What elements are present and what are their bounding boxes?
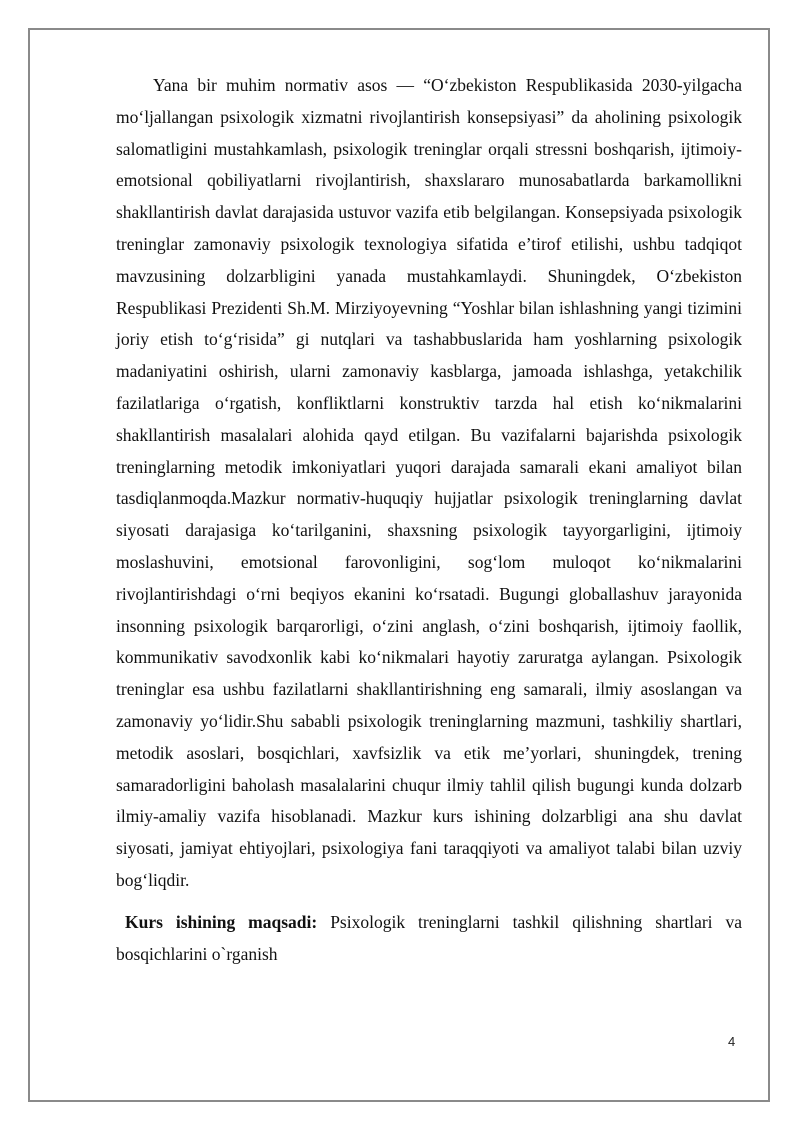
page-number: 4 — [728, 1034, 736, 1049]
course-goal-paragraph — [116, 907, 742, 971]
page-content — [116, 70, 742, 970]
course-goal-label: Kurs ishining maqsadi: — [125, 911, 318, 932]
body-paragraph: Yana bir muhim normativ asos — “O‘zbekiston Respublikasida 2030-yilgacha mo‘ljallangan psixologik xizmatni rivojlantirish konsepsiyasi” da aholining psixologik salomatligini mustahkamlash, psixologik treninglar orqali stressni boshqarish, ijtimoiy-emotsional qobiliyatlarni rivojlantirish, shaxslararo munosabatlarda barkamollikni shakllantirish davlat darajasida ustuvor vazifa etib belgilangan. Konsepsiyada psixologik treninglar zamonaviy psixologik texnologiya sifatida e’tirof etilishi, ushbu tadqiqot mavzusining dolzarbligini yanada mustahkamlaydi. Shuningdek, O‘zbekiston Respublikasi Prezidenti Sh.M. Mirziyoyevning “Yoshlar bilan ishlashning yangi tizimini joriy etish to‘g‘risida” gi nutqlari va tashabbuslarida ham yoshlarning psixologik madaniyatini oshirish, ularni zamonaviy kasblarga, jamoada ishlashga, yetakchilik fazilatlariga o‘rgatish, konfliktlarni konstruktiv tarzda hal etish ko‘nikmalarini shakllantirish masalalari alohida qayd etilgan. Bu vazifalarni bajarishda psixologik treninglarning metodik imkoniyatlari yuqori darajada samarali ekani amaliyot bilan tasdiqlanmoqda.Mazkur normativ-huquqiy hujjatlar psixologik treninglarning davlat siyosati darajasiga ko‘tarilganini, shaxsning psixologik tayyorgarligini, ijtimoiy moslashuvini, emotsional farovonligini, sog‘lom muloqot ko‘nikmalarini rivojlantirishdagi o‘rni beqiyos ekanini ko‘rsatadi. Bugungi globallashuv jarayonida insonning psixologik barqarorligi, o‘zini anglash, o‘zini boshqarish, ijtimoiy faollik, kommunikativ savodxonlik kabi ko‘nikmalari hayotiy zaruratga aylangan. Psixologik treninglar esa ushbu fazilatlarni shakllantirishning eng samarali, ilmiy asoslangan va zamonaviy yo‘lidir.Shu sababli psixologik treninglarning mazmuni, tashkiliy shartlari, metodik asoslari, bosqichlari, xavfsizlik va etik me’yorlari, shuningdek, trening samaradorligini baholash masalalarini chuqur ilmiy tahlil qilish bugungi kunda dolzarb ilmiy-amaliy vazifa hisoblanadi. Mazkur kurs ishining dolzarbligi ana shu davlat siyosati, jamiyat ehtiyojlari, psixologiya fani taraqqiyoti va amaliyot talabi bilan uzviy bog‘liqdir. — [116, 75, 742, 890]
course-goal-text: Psixologik treninglarni tashkil qilishning shartlari va bosqichlarini o`rganish — [116, 911, 743, 964]
